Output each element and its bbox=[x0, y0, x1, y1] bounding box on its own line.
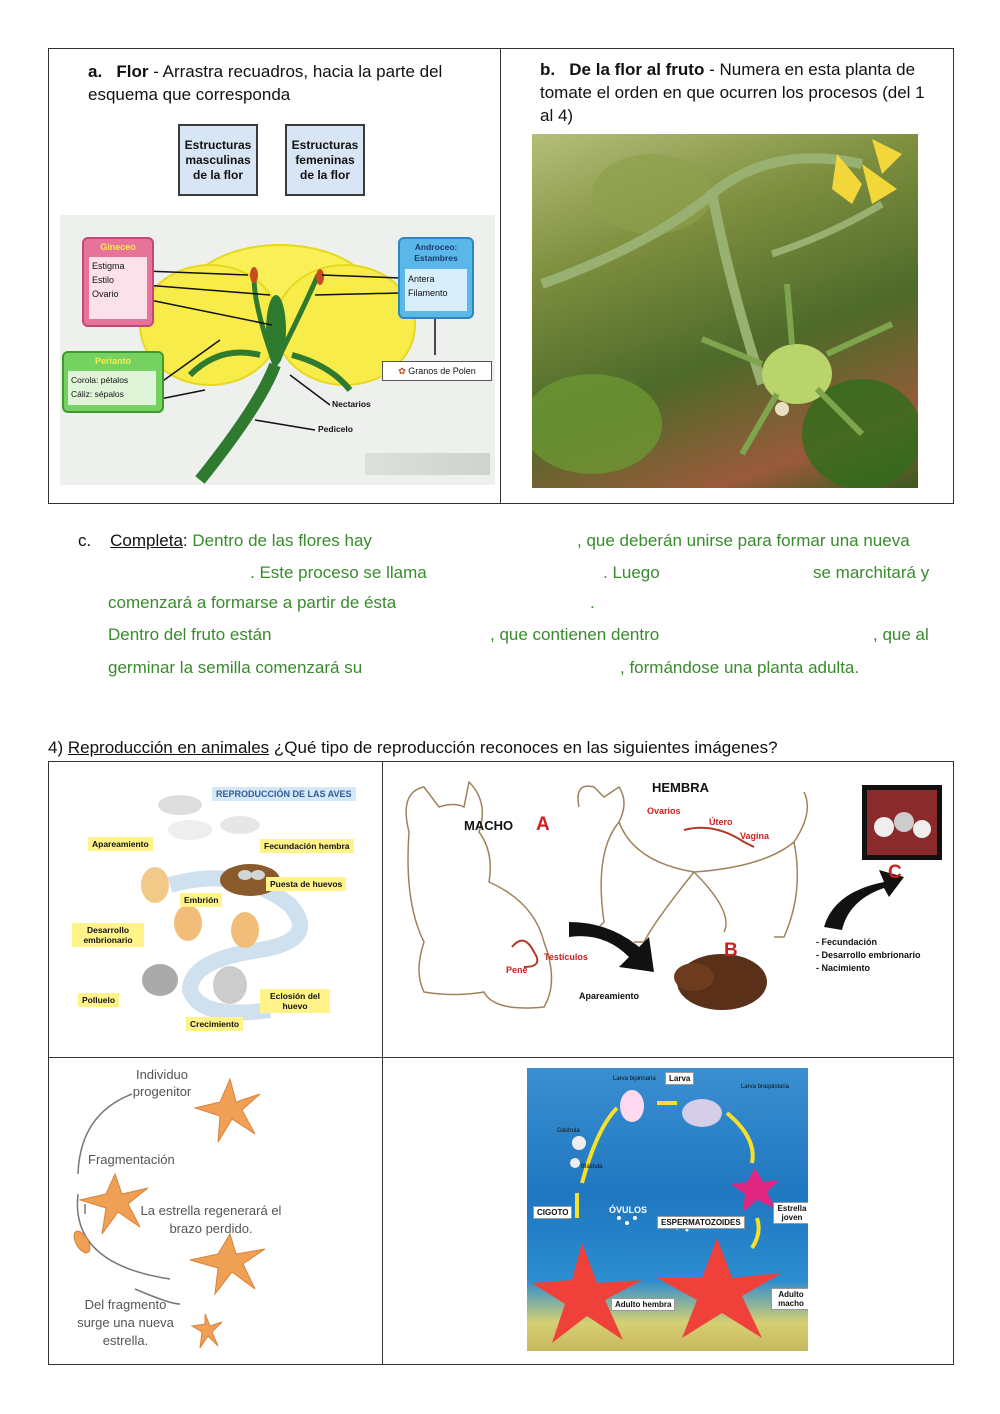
cat-apareamiento-label: Apareamiento bbox=[579, 991, 640, 1001]
flower-diagram bbox=[60, 215, 495, 485]
section-c-text-3b: . bbox=[590, 593, 595, 612]
perianto-item-corola: Corola: pétalos bbox=[71, 375, 129, 385]
cycle-adulto-hembra-label: Adulto hembra bbox=[611, 1298, 675, 1311]
cat-steps-list bbox=[816, 936, 921, 975]
birds-label-polluelo: Polluelo bbox=[78, 993, 119, 1007]
section-c-text-3a: comenzará a formarse a partir de ésta bbox=[108, 593, 397, 612]
section-c-text-5b: , formándose una planta adulta. bbox=[620, 658, 860, 677]
blank-6[interactable] bbox=[292, 625, 487, 647]
cat-utero-label: Útero bbox=[709, 817, 733, 827]
birds-label-embrion: Embrión bbox=[180, 893, 222, 907]
androceo-box bbox=[398, 237, 474, 319]
section-c-text-4b: , que contienen dentro bbox=[490, 625, 660, 644]
gineceo-box bbox=[82, 237, 154, 327]
cat-hembra-label: HEMBRA bbox=[652, 780, 710, 795]
gineceo-list bbox=[89, 257, 147, 319]
section-c-text-1a: Dentro de las flores hay bbox=[192, 531, 372, 550]
cat-pene-label: Pene bbox=[506, 965, 528, 975]
section-c-line-1: c. Completa: Dentro de las flores hay bbox=[78, 531, 372, 550]
frag-fragmentacion-label: Fragmentación bbox=[88, 1152, 175, 1167]
birds-label-eclosion bbox=[260, 989, 330, 1013]
birds-title: REPRODUCCIÓN DE LAS AVES bbox=[212, 787, 356, 801]
tomato-plant-photo[interactable] bbox=[532, 134, 918, 488]
cat-b-label: B bbox=[724, 940, 738, 961]
section-a-header bbox=[88, 60, 488, 106]
animals-grid-vdivider bbox=[382, 761, 383, 1365]
drag-box-female[interactable] bbox=[285, 124, 365, 196]
cycle-blastula-label: Blástula bbox=[581, 1164, 603, 1170]
cat-macho-label: MACHO bbox=[464, 818, 514, 833]
gineceo-item-estilo: Estilo bbox=[92, 275, 115, 285]
perianto-box bbox=[62, 351, 164, 413]
birds-label-eclosion-text: Eclosión del huevo bbox=[269, 991, 321, 1011]
perianto-title: Perianto bbox=[94, 356, 131, 366]
section-a-instruction: - Arrastra recuadros, hacia la parte del esquema que corresponda bbox=[88, 62, 443, 104]
starfish-cycle-cell[interactable] bbox=[527, 1068, 808, 1351]
perianto-item-caliz: Cáliz: sépalos bbox=[71, 389, 124, 399]
tomato-plant-art bbox=[532, 134, 918, 488]
cats-cell[interactable] bbox=[394, 772, 946, 1052]
section-c-title: Completa bbox=[110, 531, 183, 550]
section-c-text-5a: germinar la semilla comenzará su bbox=[108, 658, 363, 677]
animals-grid-hdivider bbox=[48, 1057, 954, 1058]
cat-step-nacimiento: - Nacimiento bbox=[816, 963, 871, 973]
section-4-title: Reproducción en animales bbox=[67, 738, 270, 757]
blank-2[interactable] bbox=[108, 563, 248, 585]
androceo-item-filamento: Filamento bbox=[408, 288, 448, 298]
cycle-espermatozoides-label: ESPERMATOZOIDES bbox=[657, 1216, 745, 1229]
blank-7[interactable] bbox=[680, 625, 870, 647]
pedicelo-label: Pedicelo bbox=[318, 424, 353, 434]
blank-5[interactable] bbox=[425, 593, 585, 615]
blank-1[interactable] bbox=[400, 531, 570, 553]
cycle-adulto-macho-label bbox=[771, 1288, 808, 1310]
polen-text: Granos de Polen bbox=[408, 366, 476, 376]
frag-individuo-label: Individuo progenitor bbox=[132, 1067, 192, 1099]
section-c-text-1b: , que deberán unirse para formar una nueva bbox=[577, 531, 910, 550]
section-b-title: De la flor al fruto bbox=[569, 60, 705, 79]
cycle-gastrula-label: Gástrula bbox=[557, 1128, 580, 1134]
androceo-title: Androceo: Estambres bbox=[414, 242, 458, 263]
birds-label-crecimiento: Crecimiento bbox=[186, 1017, 243, 1031]
cat-step-desarrollo: - Desarrollo embrionario bbox=[816, 950, 921, 960]
gineceo-title: Gineceo bbox=[100, 242, 136, 252]
cycle-larva-label: Larva bbox=[665, 1072, 694, 1085]
section-a-title: Flor bbox=[116, 62, 149, 81]
birds-cell[interactable] bbox=[60, 775, 370, 1040]
cycle-estrella-joven-text: Estrella joven bbox=[777, 1204, 807, 1222]
cycle-estrella-joven-label bbox=[773, 1202, 808, 1224]
birds-label-puesta: Puesta de huevos bbox=[266, 877, 346, 891]
drag-box-male-label: Estructuras masculinas de la flor bbox=[184, 137, 252, 182]
section-4-header bbox=[48, 738, 778, 758]
polen-bullet-icon: ✿ bbox=[398, 366, 406, 376]
section-b-instruction: - Numera en esta planta de tomate el orden en que ocurren los procesos (del 1 al 4) bbox=[540, 60, 925, 125]
cycle-adulto-macho-text: Adulto macho bbox=[778, 1290, 804, 1308]
frag-regenera-label: La estrella regenerará el brazo perdido. bbox=[140, 1203, 282, 1236]
androceo-item-antera: Antera bbox=[408, 274, 435, 284]
section-c-text-4a: Dentro del fruto están bbox=[108, 625, 272, 644]
polen-label bbox=[382, 361, 492, 381]
column-divider bbox=[500, 48, 501, 504]
starfish-fragmentation-cell[interactable] bbox=[60, 1064, 375, 1358]
cat-ovarios-label: Ovarios bbox=[647, 806, 681, 816]
drag-box-male[interactable] bbox=[178, 124, 258, 196]
cycle-bipinnaria-label: Larva bipinnaria bbox=[613, 1076, 656, 1082]
birds-label-fecundacion: Fecundación hembra bbox=[260, 839, 354, 853]
section-c-text-2c: se marchitará y bbox=[813, 563, 930, 582]
birds-label-desarrollo-text: Desarrollo embrionario bbox=[83, 925, 133, 945]
cat-vagina-label: Vagina bbox=[740, 831, 770, 841]
cycle-braquiolaria-label: Larva braquiolaria bbox=[741, 1084, 790, 1090]
section-a-letter: a. bbox=[88, 62, 103, 81]
cat-step-fecundacion: - Fecundación bbox=[816, 937, 878, 947]
blank-8[interactable] bbox=[390, 658, 615, 680]
section-c-text-4c: , que al bbox=[873, 625, 929, 644]
perianto-list bbox=[68, 371, 156, 405]
section-4-number: 4) bbox=[48, 738, 64, 757]
androceo-list bbox=[405, 269, 467, 311]
section-c-letter: c. bbox=[78, 531, 92, 550]
section-c-text-2b: . Luego bbox=[603, 563, 660, 582]
gineceo-item-estigma: Estigma bbox=[92, 261, 125, 271]
section-b-letter: b. bbox=[540, 60, 556, 79]
cycle-ovulos-label: ÓVULOS bbox=[609, 1205, 648, 1215]
section-4-question: ¿Qué tipo de reproducción reconoces en las siguientes imágenes? bbox=[269, 738, 778, 757]
cat-c-label: C bbox=[888, 862, 902, 883]
cat-a-label: A bbox=[536, 814, 550, 835]
birds-label-apareamiento: Apareamiento bbox=[88, 837, 153, 851]
drag-box-female-label: Estructuras femeninas de la flor bbox=[291, 137, 359, 182]
watermark-logo bbox=[365, 453, 490, 475]
section-b-header bbox=[540, 58, 940, 127]
gineceo-item-ovario: Ovario bbox=[92, 289, 119, 299]
nectarios-label: Nectarios bbox=[332, 399, 371, 409]
birds-label-desarrollo bbox=[72, 923, 144, 947]
cycle-cigoto-label: CIGOTO bbox=[533, 1206, 572, 1219]
blank-3[interactable] bbox=[450, 563, 595, 585]
cat-testiculos-label: Testículos bbox=[544, 952, 588, 962]
blank-4[interactable] bbox=[670, 563, 805, 585]
frag-fragmento-label: Del fragmento surge una nueva estrella. bbox=[77, 1297, 174, 1348]
section-c-text-2a: . Este proceso se llama bbox=[250, 563, 427, 582]
